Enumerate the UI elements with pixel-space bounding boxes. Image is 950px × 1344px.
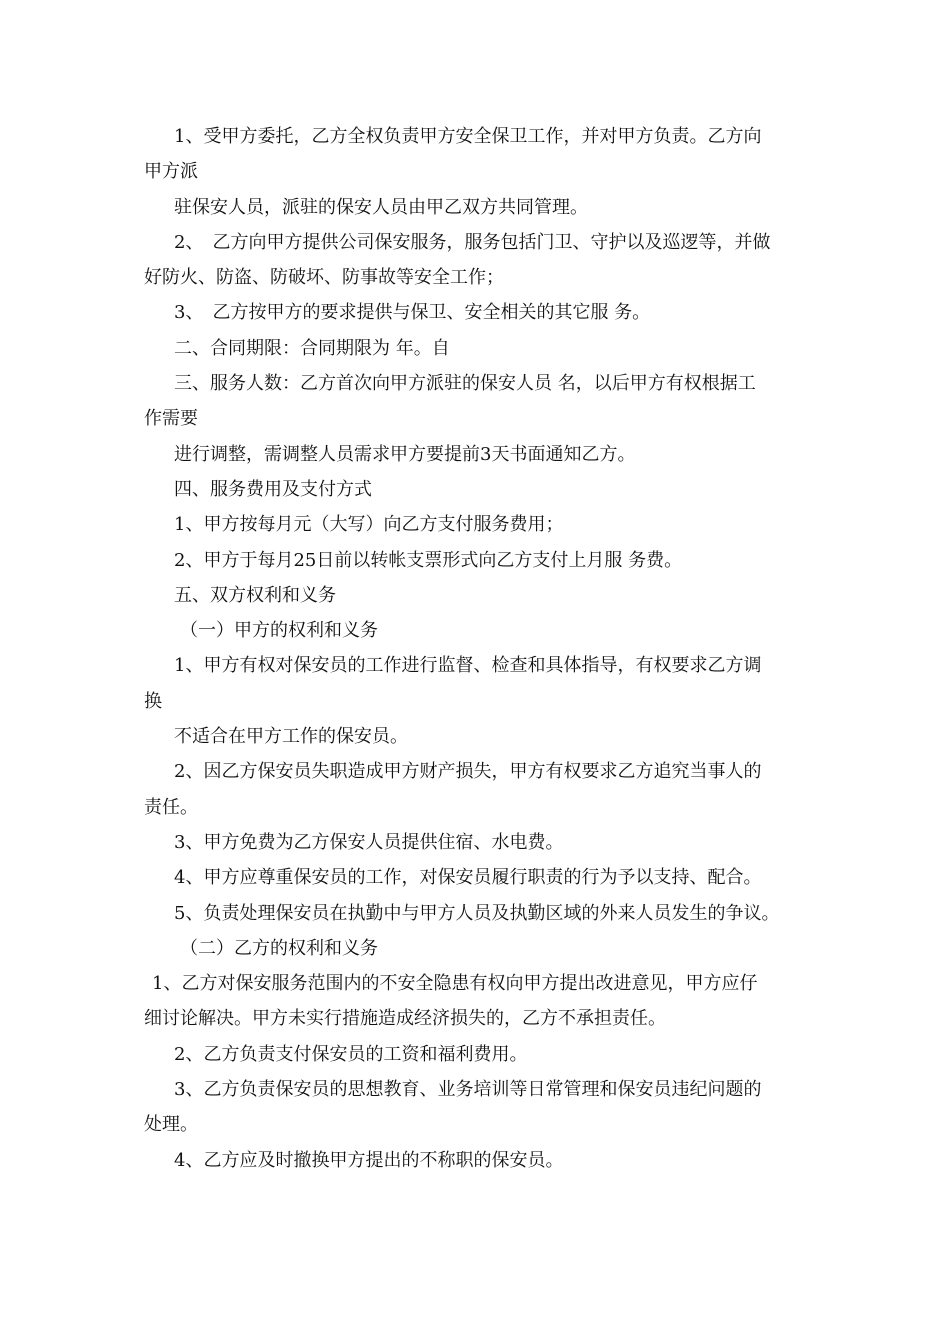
paragraph-line: 4、甲方应尊重保安员的工作，对保安员履行职责的行为予以支持、配合。 (174, 867, 762, 889)
paragraph-line: 好防火、防盗、防破坏、防事故等安全工作； (144, 267, 504, 289)
section-heading: 三、服务人数：乙方首次向甲方派驻的保安人员 名，以后甲方有权根据工 (174, 373, 756, 395)
paragraph-line: 5、负责处理保安员在执勤中与甲方人员及执勤区域的外来人员发生的争议。 (174, 902, 780, 924)
paragraph-line: 2、 乙方向甲方提供公司保安服务，服务包括门卫、守护以及巡逻等，并做 (174, 231, 771, 253)
paragraph-line: 驻保安人员，派驻的保安人员由甲乙双方共同管理。 (174, 196, 588, 218)
paragraph-line: 1、乙方对保安服务范围内的不安全隐患有权向甲方提出改进意见，甲方应仔 (152, 973, 758, 995)
paragraph-line: 作需要 (144, 408, 198, 430)
paragraph-line: 1、甲方按每月元（大写）向乙方支付服务费用； (174, 514, 564, 536)
paragraph-line: 细讨论解决。甲方未实行措施造成经济损失的，乙方不承担责任。 (144, 1008, 666, 1030)
paragraph-line: 进行调整，需调整人员需求甲方要提前3天书面通知乙方。 (174, 443, 636, 465)
document-body (144, 119, 824, 1178)
section-heading: 四、服务费用及支付方式 (174, 478, 372, 500)
paragraph-line: 3、乙方负责保安员的思想教育、业务培训等日常管理和保安员违纪问题的 (174, 1079, 762, 1101)
paragraph-line: 1、受甲方委托，乙方全权负责甲方安全保卫工作，并对甲方负责。乙方向 (174, 126, 762, 147)
paragraph-line: 2、因乙方保安员失职造成甲方财产损失，甲方有权要求乙方追究当事人的 (174, 761, 762, 783)
paragraph-line: 3、甲方免费为乙方保安人员提供住宿、水电费。 (174, 831, 564, 853)
paragraph-line: 不适合在甲方工作的保安员。 (174, 726, 408, 748)
paragraph-line: 1、甲方有权对保安员的工作进行监督、检查和具体指导，有权要求乙方调 (174, 655, 762, 677)
paragraph-line: 换 (144, 690, 162, 712)
paragraph-line: 甲方派 (144, 161, 198, 183)
subsection-heading: （二）乙方的权利和义务 (180, 937, 378, 959)
paragraph-line: 2、乙方负责支付保安员的工资和福利费用。 (174, 1043, 528, 1065)
subsection-heading: （一）甲方的权利和义务 (180, 620, 378, 642)
paragraph-line: 处理。 (144, 1114, 198, 1136)
paragraph-line: 2、甲方于每月25日前以转帐支票形式向乙方支付上月服 务费。 (174, 549, 683, 571)
paragraph-line: 责任。 (144, 796, 198, 818)
paragraph-line: 3、 乙方按甲方的要求提供与保卫、安全相关的其它服 务。 (174, 302, 651, 324)
section-heading: 二、合同期限：合同期限为 年。自 (174, 337, 450, 359)
section-heading: 五、双方权利和义务 (174, 584, 336, 606)
paragraph-line: 4、乙方应及时撤换甲方提出的不称职的保安员。 (174, 1149, 564, 1171)
